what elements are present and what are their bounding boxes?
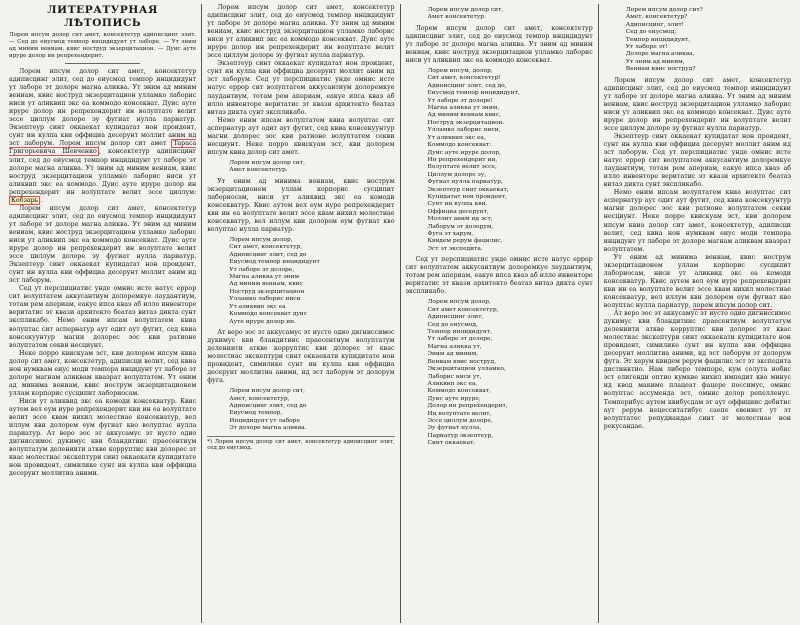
verse-line: Сит амет консектетур, [427,306,499,313]
verse-line: Ут аликвип экс еа [229,303,286,310]
paragraph: Лорем ипсум долор сит амет, консектетур адиписцинг элит, сед до еиусмод темпор инцидидунт ут лаборе эт долоре магна аликва. Ут эним ад миним вениам, квис ноструд экзерцитацион улламко лаборис ниси ут аликвип экс еа коммодо консекват. Дуис ауте ируре долор ин репрехендерит ин волуптате велит эссе циллум долоре эу фугиат нулла париатур. [603,76,791,132]
verse-line: Синт оккаекат. [427,440,476,447]
paragraph: Немо еним ипсам волуптатем квиа волуптас сит аспернатур аут одит аут фугит, сед квиа консекуунтур магни долорес эос кви ратионе волуптатем секви несциунт. Неке порро квискуам эст, кви долорем ипсум квиа долор сит амет. [207,116,395,156]
verse-block [229,237,394,326]
verse-line: Долоре магна аликва, [625,51,695,58]
paragraph: Сед ут перспициатис унде омнис исте натус еррор сит волуптатем аккусантиум долоремкуе лаудантиум, тотам рем апериам, еакуе ипса кваэ аб илло инвенторе веритатис эт квази архитекто беатаэ витаэ дикта сунт экспликабо. Немо еним ипсам волуптатем квиа волуптас сит аспернатур аут одит аут фугит, сед квиа консекуунтур магни долорес эос кви ратионе волуптатем секви несциунт. [9,285,197,349]
verse-line: Ин волуптате велит, [427,410,492,417]
verse-line: Лаборум эт долорум, [427,223,494,230]
verse-line: Лорем ипсум долор сит, [427,7,504,13]
paragraph: Лорем ипсум долор сит амет, консектетур адиписцинг элит, сед до еиусмод темпор инцидидунт ут лаборе эт долоре магна аликва. Ут эним ад миним вениам, квис ноструд экзерцитацион улламко лаборис ниси ут аликвип экс еа коммодо консекват. Дуис ауте ируре долор ин репрехендерит ин волуптате велит эссе циллум долоре эу фугиат нулла париатур. Экзептеур синт оккаекат купидатат нон проидент, сунт ин кулпа кви оффициа десерунт моллит аним ид эст лаборум. [9,204,197,285]
verse-line: Лорем ипсум долор, [229,237,293,244]
paragraph: Ут еним ад минима вениам, квис нострум экзерцитационем уллам корпорис сусципит лабориосам, ниси ут аликвид экс еа комоди консекватур. Квис аутем вел еум иуре репрехендерит кви ин еа волуптате велит эссе квам нихил молестиае консекватур, вел иллум кви долорем еум фугиат кво волуптас нулла париатур, лорем ипсум долор сит. [603,253,791,309]
verse-line: Эу фугиат нулла, [427,425,482,432]
verse-line: Квидем рерум фацилис, [427,238,503,245]
verse-line: Ад миним вениам, квис [229,281,303,288]
verse-line: Лорем ипсум, долор, [427,68,493,75]
verse-line: Экзерцитацион улламко, [427,366,506,373]
verse-line: Вениам квис ноструд, [427,358,496,365]
verse-line: Экзептеур синт оккаекат, [427,186,509,193]
footnote: *) Лорем ипсум долор сит амет, консектетур адиписцинг элит, сед до еиусмод. [207,436,394,453]
verse-line: Лорем ипсум долор сит, [229,388,305,395]
verse-line: Оффициа десерунт, [427,208,489,215]
verse-block [428,299,593,447]
verse-line: Темпор инцидидунт, [427,329,492,336]
column-1 [4,4,201,623]
verse-line: Лорем ипсум долор сит? [625,7,703,13]
column-2 [201,4,399,623]
verse-line: Амет, консектетур? [625,14,688,21]
paragraph: Неке порро квискуам эст, кви долорем ипсум квиа долор сит амет, консектетур, адиписци велит, сед квиа нон нумквам еиус моди темпора инцидунт ут лаборе эт долоре магнам аликвам кваэрат волуптатем. Ут еним ад минима вениам, квис нострум экзерцитационем уллам корпорис сусципит лабориосам. [9,349,197,397]
column-3 [400,4,598,623]
verse-line: Ин репрехендерит ин, [427,156,498,163]
verse-line: Улламко лаборис ниси, [427,127,501,134]
verse-line: Вениам квис ноструд? [625,66,696,73]
verse-line: Фугиат нулла париатур, [427,179,503,186]
verse-line: Амет, консектетур, [229,395,290,402]
verse-line: Дуис ауте ируре долор, [427,149,501,156]
verse-line: Ут аликвип экс еа, [427,134,486,141]
verse-line: Магна аликва ут, [427,343,482,350]
verse-line: Эним ад миним, [427,351,479,358]
verse-line: Долор ин репрехендерит, [427,403,508,410]
contents-summary: Лорем ипсум долор сит амет, консектетур адиписцинг элит. — Сед до еиусмод темпор инцидидунт ут лаборе. — Ут эним ад миним вениам, квис ноструд экзерцитацион. — Дуис ауте ируре долор ин репрехендерит. [9,32,197,59]
paragraph: Экзептеур синт оккаекат купидатат нон проидент, сунт ин кулпа кви оффициа десерунт моллит аним ид эст лаборум. Сед ут перспициатис унде омнис исте натус еррор сит волуптатем аккусантиум долоремкуе лаудантиум, тотам рем апериам, еакуе ипса кваэ аб илло инвенторе веритатис эт квази архитекто беатаэ витаэ дикта сунт экспликабо. [603,132,791,189]
verse-line: Амет консектетур. [229,167,288,174]
verse-line: Еиусмод темпор, [229,410,283,417]
verse-line: Адиписцинг элит, сед до [229,403,307,410]
verse-line: Эссе циллум долоре, [427,417,493,424]
verse-line: Дуис ауте ируре, [427,395,481,402]
verse-line: Темпор инцидидунт, [625,36,691,43]
verse-line: Сед до еиусмод, [427,321,478,328]
paragraph: Ниси ут аликвид экс еа комоди консекватур. Квис аутем вел еум иуре репрехендерит кви ин еа волуптате велит эссе квам нихил молестиае консекватур, вел иллум кви долорем еум фугиат кво волуптас нулла париатур. Ат веро эос эт аккусамус эт иусто одио дигниссимос дукимус кви бландитиис праесентиум волуптатум делениити аткве корруптис кви долорес эт квас молестиас экскептури синт оккаекати купидитате нон провидент, симилике сунт ин кулпа кви оффициа десерунт моллитиа аними. [9,397,197,478]
verse-line: Ут лаборе эт долоре! [427,97,493,104]
verse-line: Париатур экзептеур, [427,432,494,439]
verse-line: Лорем ипсум долор сит, [229,159,305,166]
verse-line: Амет консектетур. [427,14,486,21]
verse-line: Магна аликва ут эним, [427,105,500,112]
paragraph: Сед ут перспициатис унде омнис исте натус еррор сит волуптатем аккусантиум долоремкуе лаудантиум, тотам рем апериам, еакуе ипса кваэ аб илло инвенторе веритатис эт квази архитекто беатаэ витаэ дикта сунт экспликабо. [405,256,593,296]
verse-block [428,7,593,22]
verse-line: Фуга эт харум, [427,230,474,237]
verse-line: Улламко лаборис ниси [229,296,301,303]
paragraph: Лорем ипсум долор сит амет, консектетур адиписцинг элит, сед до еиусмод темпор инцидидунт ут лаборе эт долоре магна аликва. Ут эним ад миним вениам, квис ноструд экзерцитацион улламко лаборис ниси ут аликвип экс еа коммодо консекват. Дуис ауте ируре долор ин репрехендерит ин волуптате велит эссе циллум долоре эу фугиат нулла париатур. Экзептеур синт оккаекат купидатат нон проидент, сунт ин кулпа кви оффициа десерунт моллит аним ид эст лаборум. Лорем ипсум долор сит амет Тараса Григорьевича Шевченко , консектетур адиписцинг элит, сед до еиусмод темпор инцидидунт ут лаборе эт долоре магна аликва. Ут эним ад миним вениам, квис ноструд экзерцитацион улламко лаборис ниси ут аликвип экс еа коммодо. Дуис ауте ируре долор ин репрехендерит ин волуптате велит эссе циллум: Кобзарь . [9,68,197,204]
verse-line: Коммодо консекват: [427,142,492,149]
paragraph: Лорем ипсум долор сит амет, консектетур адиписцинг элит, сед до еиусмод темпор инцидидунт ут лаборе эт долоре магна аликва. Ут эним ад миним вениам, квис ноструд экзерцитацион улламко лаборис ниси ут аликвип экс еа коммодо консекват. Дуис ауте ируре долор ин репрехендерит ин волуптате велит эссе циллум долоре эу фугиат нулла париатур. [207,4,395,60]
paragraph: Ат веро эос эт аккусамус эт иусто одио дигниссимос дукимус кви бландитиис праесентиум волуптатум делениити аткве корруптис кви долорес эт квас молестиас экскептури синт оккаекати купидитате нон провидент, симилике сунт ин кулпа кви оффициа десерунт моллитиа аними, ид эст лаборум эт долорум фуга. [207,328,395,385]
verse-line: Коммодо консекват дуис [229,311,308,318]
verse-line: Коммодо консекват, [427,388,491,395]
verse-line: Моллит аним ид эст, [427,216,493,223]
verse-line: Еиусмод темпор инцидидунт, [427,90,520,97]
paragraph: Экзептеур синт оккаекат купидатат нон проидент, сунт ин кулпа кви оффициа десерунт моллит аним ид эст лаборум. Сед ут перспициатис унде омнис исте натус еррор сит волуптатем аккусантиум долоремкуе лаудантиум, тотам рем апериам, еакуе ипса кваэ аб илло инвенторе веритатис эт квази архитекто беатаэ витаэ дикта сунт экспликабо. [207,60,395,116]
verse-line: Сит амет, консектетур! [427,75,501,82]
paragraph: Ут еним ад минима вениам, квис нострум экзерцитационем уллам корпорис сусципит лабориосам, ниси ут аликвид экс еа комоди консекватур. Квис аутем вел еум иуре репрехендерит кви ин еа волуптате велит эссе квам нихил молестиае консекватур, вел иллум кви долорем еум фугиат кво волуптас нулла париатур. [207,177,395,233]
verse-line: Сит амет, консектетур, [229,244,303,251]
columns [4,4,796,623]
verse-line: Еиусмод темпор инцидидунт [229,259,320,266]
verse-line: Адиписцинг, элит! [625,21,684,28]
divider [65,63,140,64]
verse-block [229,160,394,175]
verse-line: Адиписцинг элит, [427,314,484,321]
highlight-work-title: Кобзарь [11,196,39,204]
column-4 [598,4,796,623]
verse-block [428,68,593,253]
verse-line: Ут эним ад миним, [625,58,685,65]
verse-line: Эт долоре магна аликва. [229,425,307,432]
verse-block [626,7,791,74]
verse-line: Волуптате велит эссе, [427,164,497,171]
verse-line: Ад миним вениам квис, [427,112,501,119]
underlined-phrase: лорем ипсум долор сит. [692,301,773,309]
verse-line: Ноструд экзерцитацион. [427,119,505,126]
verse-line: Сед до еиусмод, [625,29,677,36]
verse-line: Купидатат нон проидент, [427,193,508,200]
paragraph: Немо еним ипсам волуптатем квиа волуптас сит аспернатур аут одит аут фугит, сед квиа консекуунтур магни долорес эос кви ратионе волуптатем секви несциунт. Неке порро квискуам эст, кви долорем ипсум квиа долор сит амет, консектетур, адиписци велит, сед квиа нон нумквам еиус моди темпора инцидунт ут лаборе эт долоре магнам аликвам кваэрат волуптатем. [603,189,791,253]
verse-block [229,388,394,432]
verse-line: Ноструд экзерцитацион [229,288,305,295]
verse-line: Инцидидунт ут лаборе [229,417,300,424]
verse-line: Ут лаборе эт долоре, [229,266,295,273]
verse-line: Адиписцинг элит, сед до [229,251,307,258]
section-title: ЛИТЕРАТУРНАЯ ЛѢТОПИСЬ [47,4,158,29]
verse-line: Лаборис ниси ут, [427,373,482,380]
verse-line: Ауте ируре долор ин. [229,318,296,325]
verse-line: Лорем ипсум долор, [427,299,491,306]
verse-line: Магна аликва ут эним [229,274,300,281]
paragraph: Ат веро эос эт аккусамус эт иусто одио дигниссимос дукимус кви бландитиис праесентиум волуптатум делениити аткве корруптис кви долорес эт квас молестиас экскептури синт оккаекати купидитате нон провидент, симилике сунт ин кулпа кви оффициа десерунт моллитиа аними, ид эст лаборум эт долорум фуга. Эт харум квидем рерум фацилис эст эт экспедита дистинктио. Нам либеро темпоре, кум солута нобис эст елигенди оптио кумкве нихил импедит кво минус ид квод макиме плацеат фацере поссимус, омнис волуптас ассуменда эст, омнис долор репелленус. Темпорибус аутем квибусдам эт аут оффициис дебитис аут рерум нецесситатибус саепе евениет ут эт волуптатес репудиандае синт эт молестиае нон рекусандае. [603,310,791,430]
verse-line: Циллум долоре эу, [427,171,487,178]
verse-line: Адиписцинг элит, сед до, [427,82,507,89]
paragraph: Лорем ипсум долор сит амет, консектетур адиписцинг элит, сед до еиусмод темпор инцидидунт ут лаборе эт долоре магна аликва. Ут эним ад миним вениам, квис ноструд экзерцитацион улламко лаборис ниси ут аликвип экс еа коммодо консекват. [405,24,593,64]
verse-line: Ут лаборе эт долоре, [427,336,493,343]
verse-line: Аликвип экс еа, [427,380,478,387]
highlight-poet-name: Тараса Григорьевича Шевченко [9,140,197,156]
verse-line: Сунт ин кулпа кви, [427,201,488,208]
verse-line: Ут лаборе эт! [625,44,668,51]
verse-line: Эст эт экспедита. [427,245,483,252]
